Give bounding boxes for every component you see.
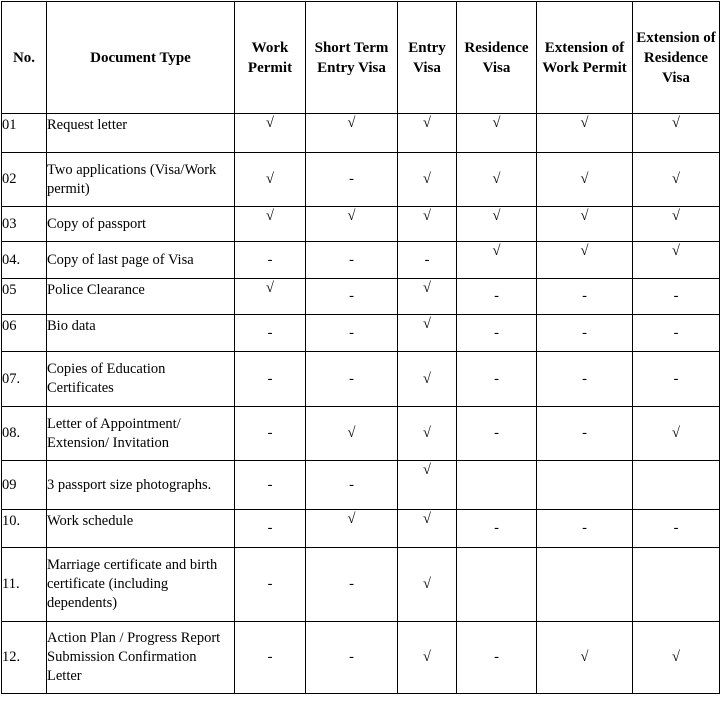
row-number: 04. bbox=[2, 242, 47, 279]
extension-residence-visa-mark bbox=[633, 461, 720, 510]
header-document-type: Document Type bbox=[47, 2, 235, 114]
short-term-entry-visa-mark: - bbox=[306, 315, 398, 352]
extension-work-permit-mark: √ bbox=[537, 207, 633, 242]
short-term-entry-visa-mark: - bbox=[306, 242, 398, 279]
table-row bbox=[2, 153, 720, 207]
row-number: 10. bbox=[2, 510, 47, 548]
entry-visa-mark: √ bbox=[398, 279, 457, 315]
extension-residence-visa-mark: - bbox=[633, 315, 720, 352]
header-residence-visa: Residence Visa bbox=[457, 2, 537, 114]
table-row bbox=[2, 548, 720, 622]
short-term-entry-visa-mark: - bbox=[306, 461, 398, 510]
short-term-entry-visa-mark: - bbox=[306, 352, 398, 407]
residence-visa-mark: - bbox=[457, 407, 537, 461]
residence-visa-mark: - bbox=[457, 622, 537, 694]
extension-residence-visa-mark: - bbox=[633, 510, 720, 548]
header-short-term-entry-visa: Short Term Entry Visa bbox=[306, 2, 398, 114]
row-number: 08. bbox=[2, 407, 47, 461]
document-type-cell: 3 passport size photographs. bbox=[47, 461, 235, 510]
table-row bbox=[2, 207, 720, 242]
document-type-cell: Police Clearance bbox=[47, 279, 235, 315]
work-permit-mark: - bbox=[235, 315, 306, 352]
extension-residence-visa-mark: √ bbox=[633, 153, 720, 207]
residence-visa-mark: - bbox=[457, 352, 537, 407]
extension-residence-visa-mark: - bbox=[633, 352, 720, 407]
short-term-entry-visa-mark: √ bbox=[306, 407, 398, 461]
short-term-entry-visa-mark: - bbox=[306, 548, 398, 622]
document-type-cell: Copy of last page of Visa bbox=[47, 242, 235, 279]
short-term-entry-visa-mark: √ bbox=[306, 114, 398, 153]
extension-residence-visa-mark: √ bbox=[633, 622, 720, 694]
header-extension-work-permit: Extension of Work Permit bbox=[537, 2, 633, 114]
document-type-cell: Marriage certificate and birth certificate (including dependents) bbox=[47, 548, 235, 622]
short-term-entry-visa-mark: - bbox=[306, 279, 398, 315]
table-row bbox=[2, 279, 720, 315]
table-row bbox=[2, 352, 720, 407]
table-row bbox=[2, 407, 720, 461]
table-row bbox=[2, 315, 720, 352]
extension-residence-visa-mark: √ bbox=[633, 114, 720, 153]
extension-residence-visa-mark: - bbox=[633, 279, 720, 315]
residence-visa-mark: √ bbox=[457, 207, 537, 242]
row-number: 06 bbox=[2, 315, 47, 352]
residence-visa-mark: - bbox=[457, 279, 537, 315]
work-permit-mark: - bbox=[235, 622, 306, 694]
table-row bbox=[2, 622, 720, 694]
row-number: 05 bbox=[2, 279, 47, 315]
extension-work-permit-mark: - bbox=[537, 352, 633, 407]
residence-visa-mark: √ bbox=[457, 153, 537, 207]
row-number: 11. bbox=[2, 548, 47, 622]
short-term-entry-visa-mark: √ bbox=[306, 207, 398, 242]
document-type-cell: Action Plan / Progress Report Submission Confirmation Letter bbox=[47, 622, 235, 694]
header-entry-visa: Entry Visa bbox=[398, 2, 457, 114]
extension-work-permit-mark: - bbox=[537, 279, 633, 315]
extension-work-permit-mark bbox=[537, 461, 633, 510]
header-no: No. bbox=[2, 2, 47, 114]
row-number: 12. bbox=[2, 622, 47, 694]
short-term-entry-visa-mark: - bbox=[306, 153, 398, 207]
header-extension-residence-visa: Extension of Residence Visa bbox=[633, 2, 720, 114]
table-row bbox=[2, 114, 720, 153]
entry-visa-mark: √ bbox=[398, 315, 457, 352]
header-row bbox=[2, 2, 720, 114]
entry-visa-mark: √ bbox=[398, 407, 457, 461]
work-permit-mark: - bbox=[235, 510, 306, 548]
work-permit-mark: √ bbox=[235, 153, 306, 207]
work-permit-mark: √ bbox=[235, 279, 306, 315]
entry-visa-mark: √ bbox=[398, 207, 457, 242]
residence-visa-mark bbox=[457, 548, 537, 622]
extension-work-permit-mark: √ bbox=[537, 114, 633, 153]
residence-visa-mark bbox=[457, 461, 537, 510]
document-requirements-table bbox=[1, 1, 720, 694]
residence-visa-mark: √ bbox=[457, 114, 537, 153]
work-permit-mark: - bbox=[235, 461, 306, 510]
entry-visa-mark: √ bbox=[398, 510, 457, 548]
work-permit-mark: √ bbox=[235, 114, 306, 153]
extension-work-permit-mark: √ bbox=[537, 242, 633, 279]
extension-residence-visa-mark: √ bbox=[633, 207, 720, 242]
document-type-cell: Bio data bbox=[47, 315, 235, 352]
document-type-cell: Copy of passport bbox=[47, 207, 235, 242]
row-number: 02 bbox=[2, 153, 47, 207]
residence-visa-mark: - bbox=[457, 315, 537, 352]
document-type-cell: Letter of Appointment/ Extension/ Invitation bbox=[47, 407, 235, 461]
document-type-cell: Two applications (Visa/Work permit) bbox=[47, 153, 235, 207]
entry-visa-mark: √ bbox=[398, 153, 457, 207]
work-permit-mark: √ bbox=[235, 207, 306, 242]
header-work-permit: Work Permit bbox=[235, 2, 306, 114]
short-term-entry-visa-mark: √ bbox=[306, 510, 398, 548]
row-number: 09 bbox=[2, 461, 47, 510]
document-type-cell: Copies of Education Certificates bbox=[47, 352, 235, 407]
entry-visa-mark: √ bbox=[398, 622, 457, 694]
extension-work-permit-mark bbox=[537, 548, 633, 622]
entry-visa-mark: √ bbox=[398, 548, 457, 622]
extension-work-permit-mark: √ bbox=[537, 622, 633, 694]
table-row bbox=[2, 461, 720, 510]
extension-work-permit-mark: √ bbox=[537, 153, 633, 207]
extension-work-permit-mark: - bbox=[537, 315, 633, 352]
row-number: 03 bbox=[2, 207, 47, 242]
entry-visa-mark: √ bbox=[398, 114, 457, 153]
extension-work-permit-mark: - bbox=[537, 407, 633, 461]
table-row bbox=[2, 510, 720, 548]
residence-visa-mark: √ bbox=[457, 242, 537, 279]
extension-residence-visa-mark: √ bbox=[633, 242, 720, 279]
work-permit-mark: - bbox=[235, 352, 306, 407]
work-permit-mark: - bbox=[235, 407, 306, 461]
extension-work-permit-mark: - bbox=[537, 510, 633, 548]
document-type-cell: Work schedule bbox=[47, 510, 235, 548]
entry-visa-mark: √ bbox=[398, 461, 457, 510]
table-row bbox=[2, 242, 720, 279]
entry-visa-mark: - bbox=[398, 242, 457, 279]
row-number: 07. bbox=[2, 352, 47, 407]
entry-visa-mark: √ bbox=[398, 352, 457, 407]
short-term-entry-visa-mark: - bbox=[306, 622, 398, 694]
work-permit-mark: - bbox=[235, 548, 306, 622]
document-type-cell: Request letter bbox=[47, 114, 235, 153]
work-permit-mark: - bbox=[235, 242, 306, 279]
extension-residence-visa-mark: √ bbox=[633, 407, 720, 461]
extension-residence-visa-mark bbox=[633, 548, 720, 622]
row-number: 01 bbox=[2, 114, 47, 153]
residence-visa-mark: - bbox=[457, 510, 537, 548]
